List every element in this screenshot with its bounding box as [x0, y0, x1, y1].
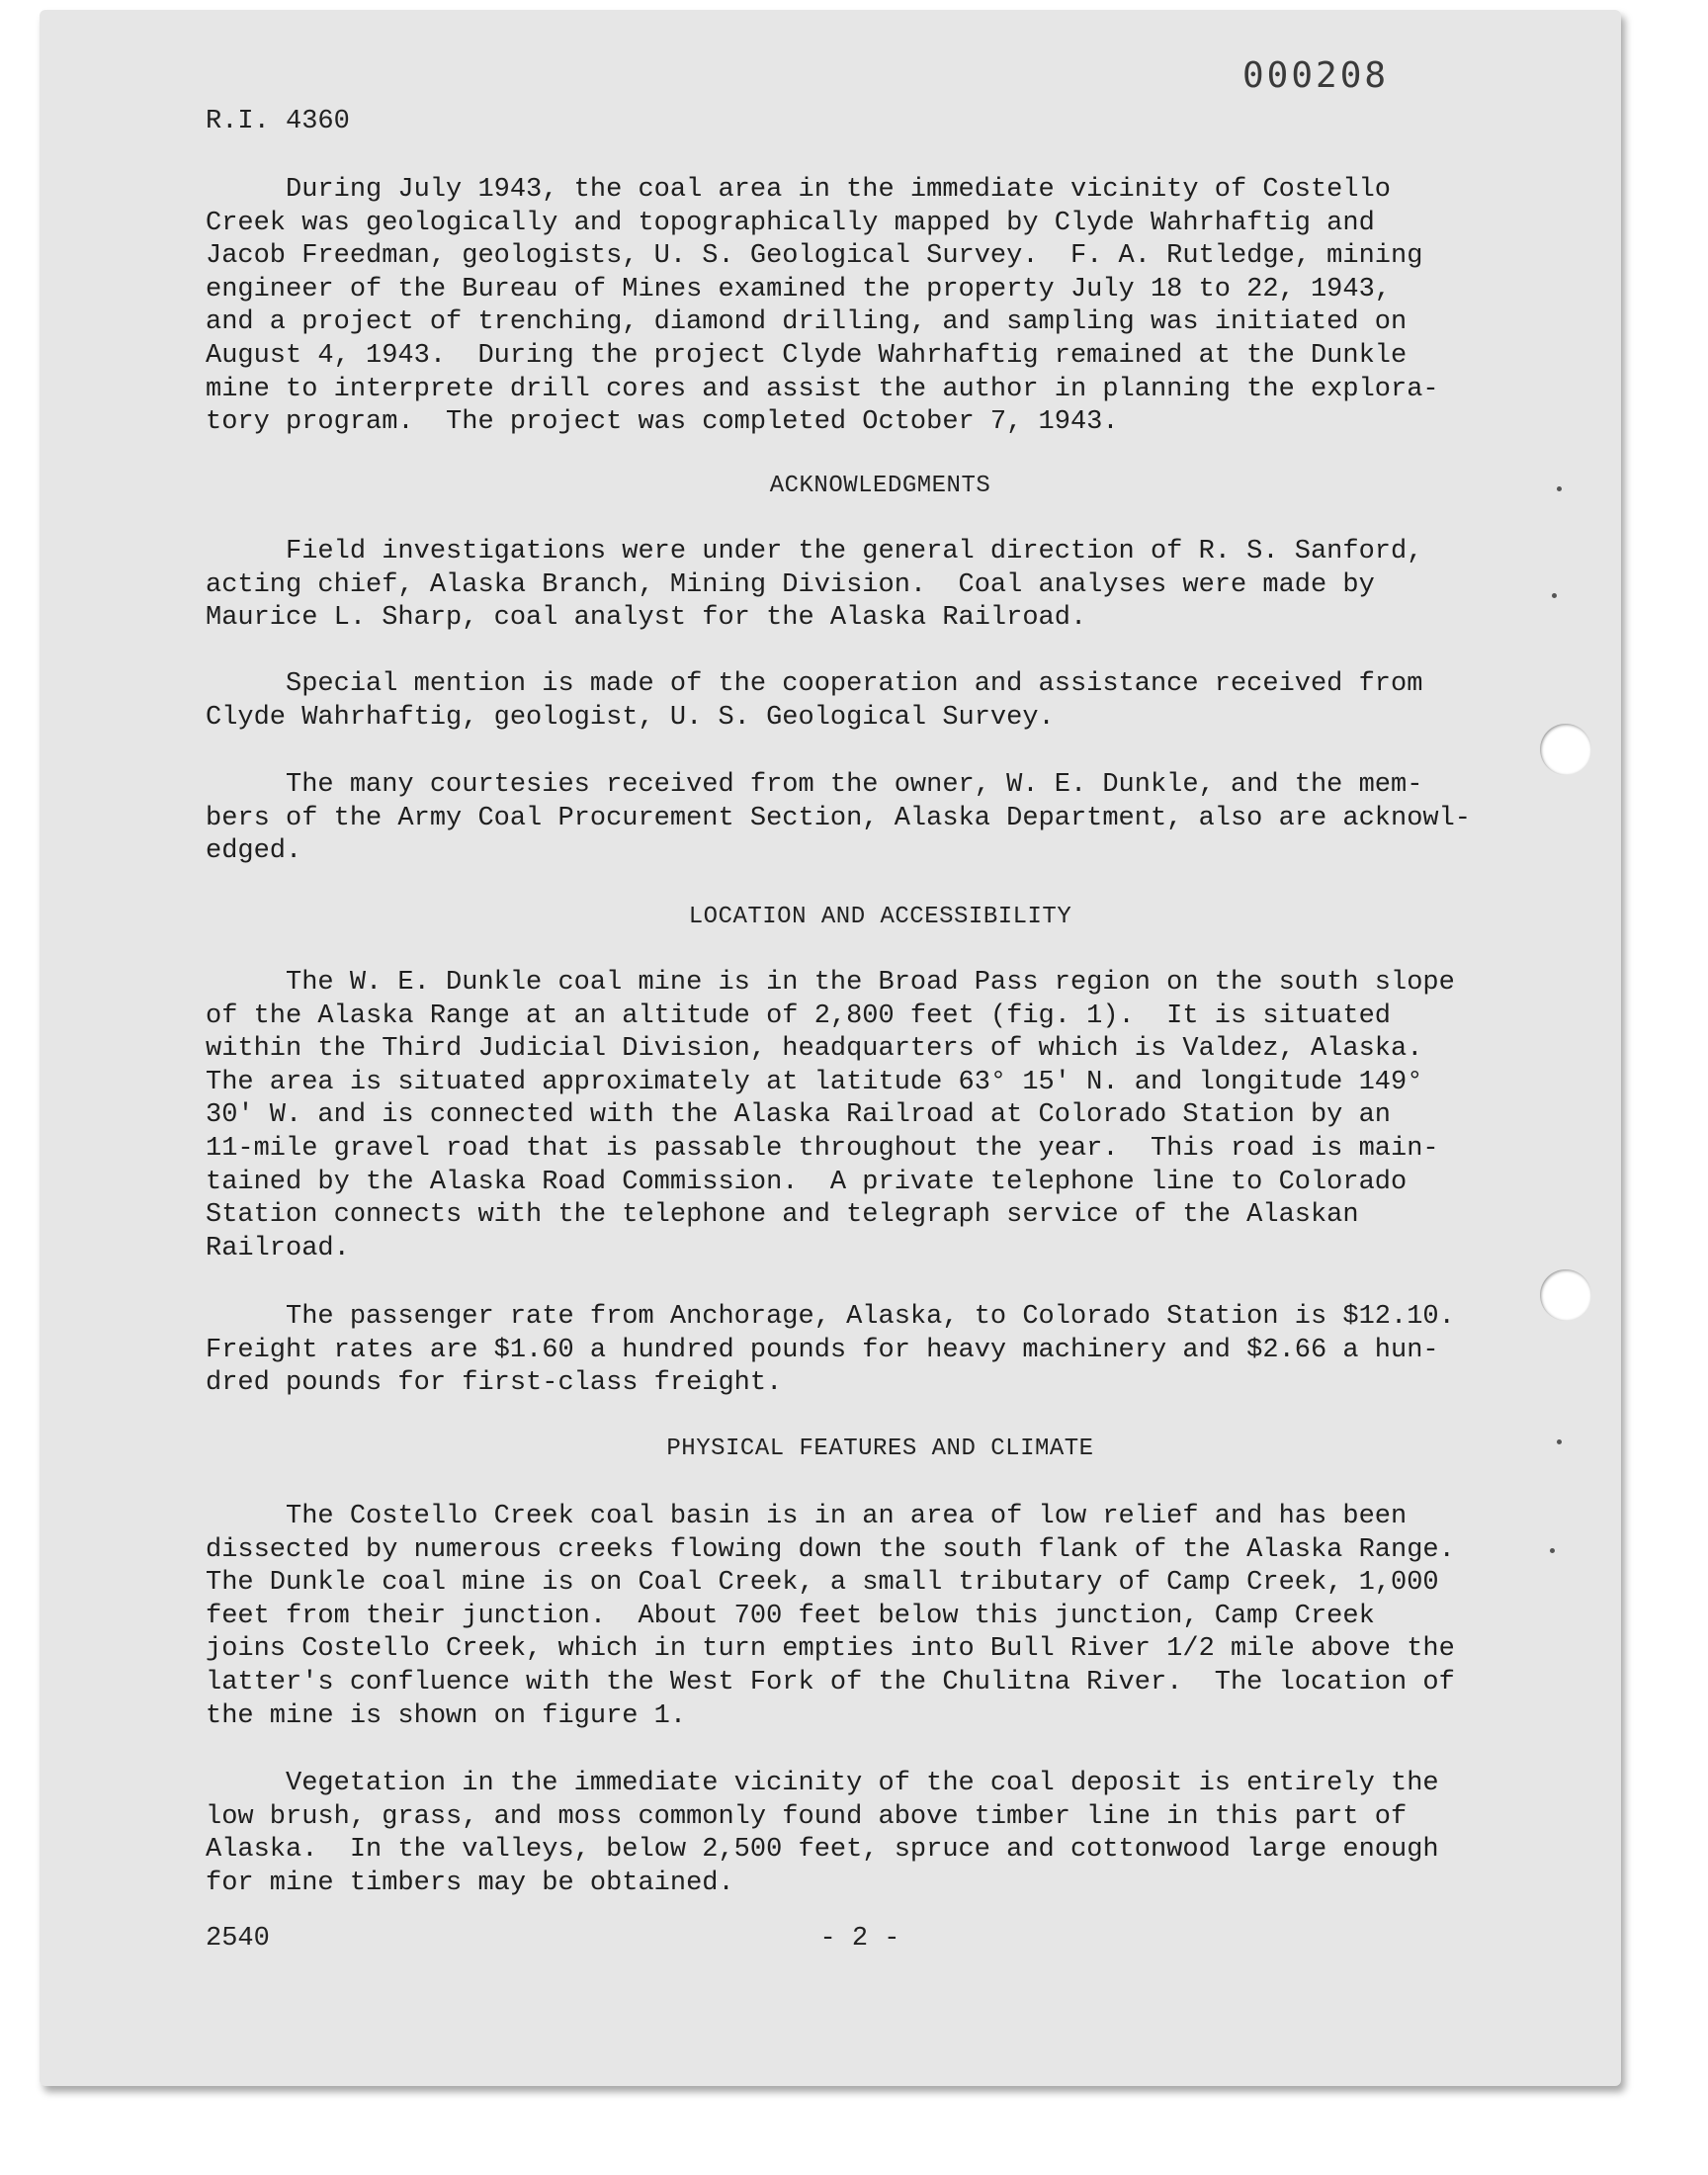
- heading-acknowledgments: ACKNOWLEDGMENTS: [769, 473, 991, 499]
- paragraph-acknowledgment-1: Field investigations were under the general direction of R. S. Sanford, acting chief, Alaska Branch, Mining Division. Coal analyses were made by Maurice L. Sharp, coal analyst for the Alaska Railroad.: [206, 537, 1423, 634]
- paragraph-intro: During July 1943, the coal area in the immediate vicinity of Costello Creek was geologically and topographically mapped by Clyde Wahrhaftig and Jacob Freedman, geologists, U. S. Geological Survey. F. A. Rutledge, mining engineer of the Bureau of Mines examined the property July 18 to 22, 1943, and a project of trenching, diamond drilling, and sampling was initiated on August 4, 1943. During the project Clyde Wahrhaftig remained at the Dunkle mine to interprete drill cores and assist the author in planning the explora- tory program. The project was completed October 7, 1943.: [206, 175, 1439, 438]
- paragraph-physical-2: Vegetation in the immediate vicinity of the coal deposit is entirely the low brush, grass, and moss commonly found above timber line in this part of Alaska. In the valleys, below 2,500 feet, spruce and cottonwood large enough for mine timbers may be obtained.: [206, 1769, 1439, 1898]
- paragraph-acknowledgment-3: The many courtesies received from the owner, W. E. Dunkle, and the mem- bers of the Army Coal Procurement Section, Alaska Department, also are acknowl- edged.: [206, 770, 1472, 867]
- paragraph-acknowledgment-2: Special mention is made of the cooperation and assistance received from Clyde Wahrhaftig, geologist, U. S. Geological Survey.: [206, 669, 1423, 733]
- paragraph-physical-1: The Costello Creek coal basin is in an area of low relief and has been dissected by numerous creeks flowing down the south flank of the Alaska Range. The Dunkle coal mine is on Coal Creek, a small tributary of Camp Creek, 1,000 feet from their junction. About 700 feet below this junction, Camp Creek joins Costello Creek, which in turn empties into Bull River 1/2 mile above the latter's confluence with the West Fork of the Chulitna River. The location of the mine is shown on figure 1.: [206, 1502, 1455, 1731]
- document-stamp-number: 000208: [1242, 55, 1390, 96]
- paragraph-location-2: The passenger rate from Anchorage, Alaska, to Colorado Station is $12.10. Freight rates are $1.60 a hundred pounds for heavy machinery and $2.66 a hun- dred pounds for first-class freight.: [206, 1302, 1455, 1399]
- speck-mark: [1557, 486, 1562, 491]
- footer-code: 2540: [206, 1924, 270, 1954]
- paragraph-location-1: The W. E. Dunkle coal mine is in the Broad Pass region on the south slope of the Alaska Range at an altitude of 2,800 feet (fig. 1). It is situated within the Third Judicial Division, headquarters of which is Valdez, Alaska. The area is situated approximately at latitude 63° 15' N. and longitude 149° 30' W. and is connected with the Alaska Railroad at Colorado Station by an 11-mile gravel road that is passable throughout the year. This road is main- tained by the Alaska Road Commission. A private telephone line to Colorado Station connects with the telephone and telegraph service of the Alaskan Railroad.: [206, 968, 1455, 1263]
- speck-mark: [1557, 1439, 1562, 1444]
- report-id: R.I. 4360: [206, 107, 350, 136]
- document-page: [40, 10, 1621, 2086]
- heading-location-accessibility: LOCATION AND ACCESSIBILITY: [688, 904, 1072, 930]
- page-number: - 2 -: [819, 1924, 900, 1954]
- heading-physical-features: PHYSICAL FEATURES AND CLIMATE: [666, 1436, 1094, 1462]
